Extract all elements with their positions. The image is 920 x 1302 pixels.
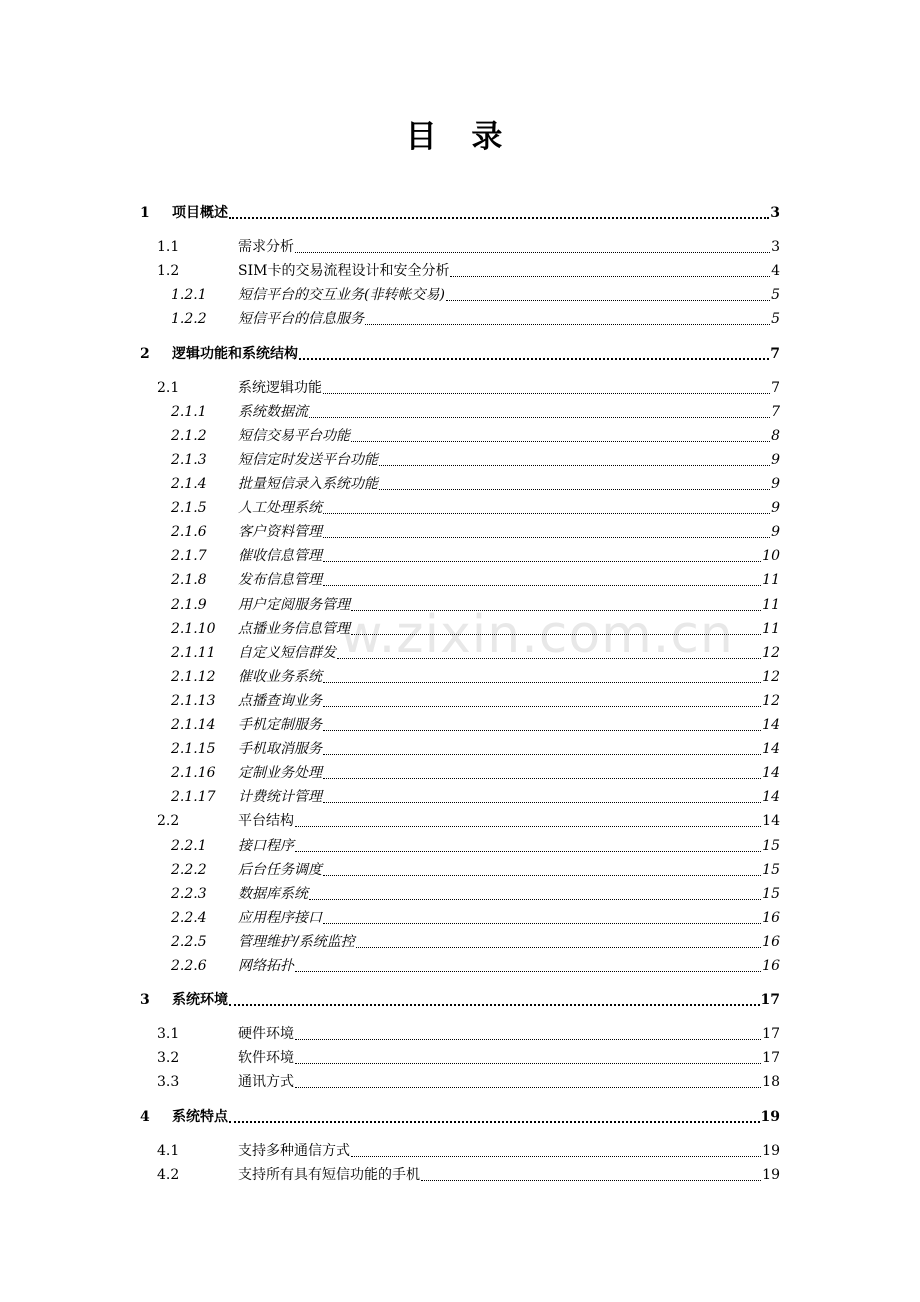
toc-entry-title: 支持多种通信方式 (238, 1143, 350, 1159)
toc-entry-page-number: 7 (770, 346, 780, 362)
toc-entry[interactable] (0, 377, 920, 399)
toc-entry[interactable] (0, 907, 920, 929)
toc-entry[interactable] (0, 762, 920, 784)
toc-entry[interactable] (0, 1106, 920, 1128)
toc-entry-title: 软件环境 (238, 1050, 294, 1066)
toc-entry-title: SIM卡的交易流程设计和安全分析 (238, 263, 450, 279)
page-title: 目 录 (405, 119, 515, 155)
toc-dot-leader (351, 610, 761, 611)
toc-entry-title: 自定义短信群发 (238, 645, 336, 661)
toc-dot-leader (323, 682, 761, 683)
toc-entry-number: 2.1.3 (171, 452, 207, 468)
toc-entry-line (238, 523, 780, 541)
toc-entry-line (238, 310, 780, 328)
toc-entry-page-number: 4 (771, 263, 780, 279)
toc-entry-number: 2.1.2 (171, 428, 207, 444)
toc-entry-line (238, 547, 780, 565)
toc-entry-page-number: 18 (762, 1074, 780, 1090)
toc-entry-title: 支持所有具有短信功能的手机 (238, 1167, 420, 1183)
toc-dot-leader (446, 300, 770, 301)
toc-entry-title: 手机取消服务 (238, 741, 322, 757)
toc-entry-number: 1.1 (157, 239, 180, 255)
toc-dot-leader (323, 561, 761, 562)
toc-entry-title: 系统数据流 (238, 404, 308, 420)
toc-dot-leader (323, 802, 761, 803)
toc-dot-leader (323, 778, 761, 779)
toc-dot-leader (299, 358, 769, 360)
toc-entry-number: 3.2 (157, 1050, 180, 1066)
toc-entry-page-number: 11 (762, 621, 780, 637)
toc-entry-line (238, 379, 780, 397)
toc-entry-title: 定制业务处理 (238, 765, 322, 781)
toc-entry-title: 手机定制服务 (238, 717, 322, 733)
toc-entry[interactable] (0, 714, 920, 736)
toc-entry-line (172, 1108, 780, 1126)
toc-entry[interactable] (0, 308, 920, 330)
toc-entry-page-number: 17 (762, 1026, 780, 1042)
toc-dot-leader (295, 826, 761, 827)
toc-entry[interactable] (0, 955, 920, 977)
toc-entry-page-number: 12 (762, 693, 780, 709)
toc-entry-title: 网络拓扑 (238, 958, 294, 974)
toc-entry-page-number: 16 (762, 958, 780, 974)
toc-entry-page-number: 9 (771, 476, 780, 492)
toc-entry[interactable] (0, 284, 920, 306)
toc-dot-leader (295, 1063, 761, 1064)
toc-dot-leader (337, 658, 761, 659)
toc-dot-leader (421, 1180, 761, 1181)
toc-dot-leader (323, 393, 770, 394)
toc-entry-line (238, 451, 780, 469)
toc-entry-number: 2.1.14 (171, 717, 216, 733)
toc-entry-title: 需求分析 (238, 239, 294, 255)
toc-dot-leader (323, 875, 761, 876)
toc-dot-leader (323, 730, 761, 731)
toc-entry-title: 数据库系统 (238, 886, 308, 902)
toc-entry-page-number: 9 (771, 452, 780, 468)
toc-entry[interactable] (0, 236, 920, 258)
toc-entry-line (238, 1166, 780, 1184)
toc-entry-line (238, 620, 780, 638)
toc-entry[interactable] (0, 666, 920, 688)
toc-entry-title: 项目概述 (172, 205, 228, 221)
toc-entry-page-number: 17 (762, 1050, 780, 1066)
toc-entry-line (238, 837, 780, 855)
toc-entry-number: 1.2.1 (171, 287, 207, 303)
toc-entry-number: 4.2 (157, 1167, 180, 1183)
toc-entry-title: 应用程序接口 (238, 910, 322, 926)
toc-entry-line (238, 262, 780, 280)
toc-entry-line (238, 1142, 780, 1160)
toc-entry-title: 催收信息管理 (238, 548, 322, 564)
toc-dot-leader (356, 947, 761, 948)
toc-entry-page-number: 17 (760, 992, 780, 1008)
toc-entry[interactable] (0, 1071, 920, 1093)
toc-entry-title: 通讯方式 (238, 1074, 294, 1090)
toc-entry-page-number: 11 (762, 597, 780, 613)
toc-entry[interactable] (0, 473, 920, 495)
toc-entry-page-number: 19 (762, 1167, 780, 1183)
toc-entry-page-number: 14 (762, 717, 780, 733)
toc-entry-number: 2.1 (157, 380, 180, 396)
toc-entry-number: 2.1.6 (171, 524, 207, 540)
toc-entry-number: 2.1.8 (171, 572, 207, 588)
toc-entry-title: 接口程序 (238, 838, 294, 854)
toc-entry-number: 2.1.15 (171, 741, 216, 757)
toc-entry-title: 人工处理系统 (238, 500, 322, 516)
toc-dot-leader (323, 754, 761, 755)
toc-entry[interactable] (0, 401, 920, 423)
toc-entry-line (238, 1025, 780, 1043)
toc-entry-page-number: 15 (762, 838, 780, 854)
toc-entry-number: 1.2.2 (171, 311, 207, 327)
toc-dot-leader (309, 899, 761, 900)
toc-entry-number: 2.2.1 (171, 838, 207, 854)
toc-entry-title: 系统逻辑功能 (238, 380, 322, 396)
toc-entry-line (238, 1073, 780, 1091)
toc-entry[interactable] (0, 343, 920, 365)
toc-entry-number: 2.1.4 (171, 476, 207, 492)
toc-entry-line (238, 764, 780, 782)
toc-dot-leader (295, 971, 761, 972)
toc-entry-title: 平台结构 (238, 813, 294, 829)
toc-entry-title: 发布信息管理 (238, 572, 322, 588)
toc-entry-title: 管理维护/系统监控 (238, 934, 355, 950)
toc-entry-number: 2.1.17 (171, 789, 216, 805)
toc-entry-page-number: 16 (762, 910, 780, 926)
toc-dot-leader (309, 417, 770, 418)
toc-entry-number: 2.2.4 (171, 910, 207, 926)
toc-entry-line (238, 668, 780, 686)
toc-entry-number: 4 (140, 1109, 150, 1125)
toc-entry-page-number: 5 (771, 287, 780, 303)
toc-entry[interactable] (0, 1023, 920, 1045)
toc-entry[interactable] (0, 449, 920, 471)
toc-entry-line (238, 788, 780, 806)
toc-entry-number: 2.1.12 (171, 669, 216, 685)
toc-dot-leader (323, 513, 770, 514)
toc-entry-number: 2.1.1 (171, 404, 207, 420)
toc-entry-title: 短信平台的交互业务(非转帐交易) (238, 287, 445, 303)
toc-entry-page-number: 14 (762, 789, 780, 805)
toc-entry-line (238, 957, 780, 975)
toc-entry-line (238, 571, 780, 589)
toc-entry-number: 2.1.10 (171, 621, 216, 637)
toc-entry-number: 2.2.6 (171, 958, 207, 974)
toc-entry[interactable] (0, 810, 920, 832)
toc-entry-title: 后台任务调度 (238, 862, 322, 878)
toc-entry-title: 客户资料管理 (238, 524, 322, 540)
toc-entry-number: 2.1.7 (171, 548, 207, 564)
toc-entry-line (238, 475, 780, 493)
toc-entry[interactable] (0, 1140, 920, 1162)
toc-entry[interactable] (0, 545, 920, 567)
toc-entry-line (238, 933, 780, 951)
toc-entry-title: 逻辑功能和系统结构 (172, 346, 298, 362)
toc-entry-number: 2.1.13 (171, 693, 216, 709)
toc-entry-number: 2 (140, 346, 150, 362)
toc-dot-leader (379, 489, 770, 490)
toc-entry-page-number: 8 (771, 428, 780, 444)
toc-entry-page-number: 15 (762, 886, 780, 902)
toc-entry-page-number: 19 (762, 1143, 780, 1159)
toc-dot-leader (365, 324, 770, 325)
toc-entry-page-number: 19 (760, 1109, 780, 1125)
toc-entry-title: 短信定时发送平台功能 (238, 452, 378, 468)
toc-dot-leader (295, 252, 770, 253)
toc-entry-line (172, 204, 780, 222)
toc-entry-title: 系统特点 (172, 1109, 228, 1125)
toc-entry-number: 2.2.2 (171, 862, 207, 878)
toc-entry[interactable] (0, 260, 920, 282)
toc-entry-number: 2.1.16 (171, 765, 216, 781)
toc-entry[interactable] (0, 835, 920, 857)
toc-entry-title: 批量短信录入系统功能 (238, 476, 378, 492)
toc-entry-page-number: 16 (762, 934, 780, 950)
toc-entry-number: 2.2 (157, 813, 180, 829)
toc-entry-title: 点播查询业务 (238, 693, 322, 709)
toc-entry-line (172, 991, 780, 1009)
toc-entry-number: 1 (140, 205, 150, 221)
toc-entry-line (238, 885, 780, 903)
toc-entry-number: 3.1 (157, 1026, 180, 1042)
toc-entry-page-number: 5 (771, 311, 780, 327)
toc-entry-page-number: 7 (771, 380, 780, 396)
toc-entry-line (238, 909, 780, 927)
toc-entry-line (238, 692, 780, 710)
toc-entry[interactable] (0, 618, 920, 640)
toc-entry-page-number: 14 (762, 741, 780, 757)
toc-dot-leader (295, 1039, 761, 1040)
toc-dot-leader (323, 706, 761, 707)
watermark-text: w.zixin.com.cn (340, 605, 734, 665)
toc-entry[interactable] (0, 1164, 920, 1186)
toc-entry[interactable] (0, 931, 920, 953)
toc-entry[interactable] (0, 1047, 920, 1069)
toc-entry-title: 系统环境 (172, 992, 228, 1008)
toc-entry-line (238, 499, 780, 517)
toc-entry-line (238, 861, 780, 879)
toc-entry[interactable] (0, 642, 920, 664)
toc-entry-line (238, 644, 780, 662)
toc-dot-leader (323, 585, 761, 586)
toc-entry-number: 2.1.9 (171, 597, 207, 613)
toc-entry-number: 2.1.5 (171, 500, 207, 516)
toc-entry-line (238, 286, 780, 304)
toc-entry-line (238, 427, 780, 445)
toc-dot-leader (229, 217, 769, 219)
toc-entry-page-number: 12 (762, 669, 780, 685)
toc-entry[interactable] (0, 989, 920, 1011)
toc-entry-page-number: 3 (771, 239, 780, 255)
toc-entry[interactable] (0, 786, 920, 808)
toc-entry-line (238, 740, 780, 758)
toc-entry-page-number: 7 (771, 404, 780, 420)
toc-entry-line (238, 716, 780, 734)
toc-dot-leader (351, 634, 761, 635)
toc-dot-leader (450, 276, 770, 277)
toc-entry-line (238, 238, 780, 256)
toc-entry-page-number: 14 (762, 813, 780, 829)
toc-entry-line (238, 596, 780, 614)
toc-dot-leader (379, 465, 770, 466)
toc-entry-page-number: 9 (771, 500, 780, 516)
toc-entry[interactable] (0, 883, 920, 905)
toc-dot-leader (295, 851, 761, 852)
toc-entry-title: 短信交易平台功能 (238, 428, 350, 444)
toc-entry-page-number: 12 (762, 645, 780, 661)
toc-entry-page-number: 9 (771, 524, 780, 540)
toc-entry-number: 3.3 (157, 1074, 180, 1090)
toc-entry-line (238, 812, 780, 830)
toc-entry-page-number: 3 (770, 205, 780, 221)
toc-entry-line (172, 345, 780, 363)
toc-entry[interactable] (0, 859, 920, 881)
toc-entry[interactable] (0, 569, 920, 591)
toc-entry[interactable] (0, 202, 920, 224)
toc-entry-line (238, 1049, 780, 1067)
toc-entry-page-number: 10 (762, 548, 780, 564)
toc-dot-leader (323, 537, 770, 538)
toc-entry-page-number: 15 (762, 862, 780, 878)
toc-entry[interactable] (0, 521, 920, 543)
toc-dot-leader (351, 1156, 761, 1157)
toc-entry-number: 2.2.3 (171, 886, 207, 902)
toc-entry[interactable] (0, 594, 920, 616)
toc-dot-leader (351, 441, 770, 442)
toc-entry-number: 1.2 (157, 263, 180, 279)
toc-entry-title: 计费统计管理 (238, 789, 322, 805)
toc-entry-number: 2.1.11 (171, 645, 216, 661)
toc-entry-number: 2.2.5 (171, 934, 207, 950)
toc-entry-title: 短信平台的信息服务 (238, 311, 364, 327)
toc-entry-title: 催收业务系统 (238, 669, 322, 685)
toc-entry[interactable] (0, 425, 920, 447)
toc-entry-title: 硬件环境 (238, 1026, 294, 1042)
toc-entry-page-number: 11 (762, 572, 780, 588)
toc-entry[interactable] (0, 738, 920, 760)
toc-dot-leader (295, 1087, 761, 1088)
toc-entry-page-number: 14 (762, 765, 780, 781)
toc-entry[interactable] (0, 497, 920, 519)
toc-entry-number: 4.1 (157, 1143, 180, 1159)
toc-dot-leader (229, 1004, 760, 1006)
toc-entry-number: 3 (140, 992, 150, 1008)
toc-entry-title: 点播业务信息管理 (238, 621, 350, 637)
toc-entry[interactable] (0, 690, 920, 712)
toc-dot-leader (229, 1121, 760, 1123)
toc-dot-leader (323, 923, 761, 924)
toc-entry-title: 用户定阅服务管理 (238, 597, 350, 613)
toc-entry-line (238, 403, 780, 421)
